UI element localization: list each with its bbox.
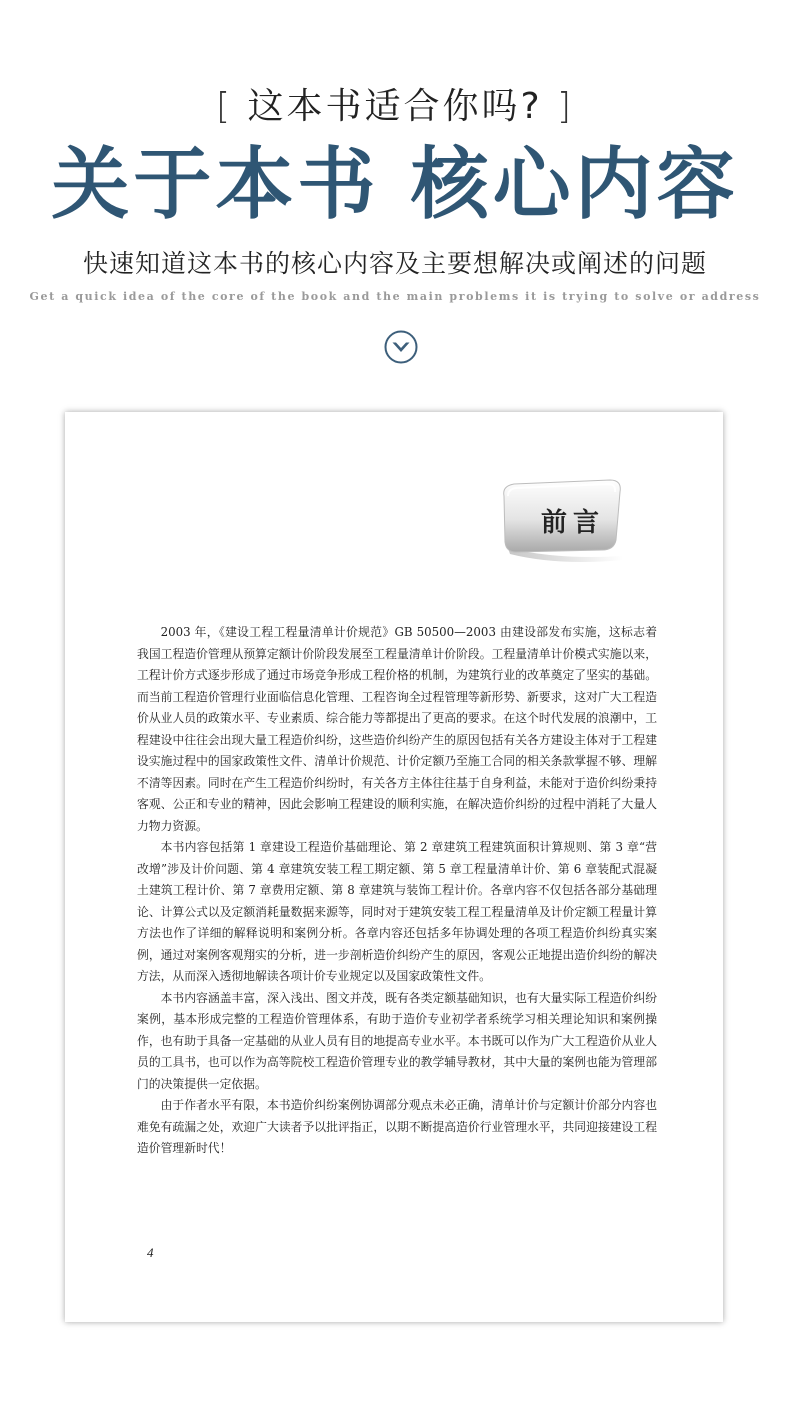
page-subtitle-english: Get a quick idea of the core of the book and the main problems it is trying to solve or address [29,290,761,303]
kicker-heading [0,78,790,129]
preface-paragraph-2: 本书内容包括第 1 章建设工程造价基础理论、第 2 章建筑工程建筑面积计算规则、第 3 章“营改增”涉及计价问题、第 4 章建筑安装工程工期定额、第 5 章工程量清单计价、第 6 章装配式混凝土建筑工程计价、第 7 章费用定额、第 8 章建筑与装饰工程计价。各章内容不仅包括各部分基础理论、计算公式以及定额消耗量数据来源等，同时对于建筑安装工程工程量清单及计价定额工程量计算方法也作了详细的解释说明和案例分析。各章内容还包括多年协调处理的各项工程造价纠纷真实案例，通过对案例客观翔实的分析，进一步剖析造价纠纷产生的原因，客观公正地提出造价纠纷的解决方法，从而深入透彻地解读各项计价专业规定以及国家政策性文件。 [137,840,657,983]
page-subtitle: 快速知道这本书的核心内容及主要想解决或阐述的问题 [82,249,707,278]
kicker-text: 这本书适合你吗? [247,86,543,127]
preface-paragraph-1: 2003 年，《建设工程工程量清单计价规范》GB 50500—2003 由建设部发布实施，这标志着我国工程造价管理从预算定额计价阶段发展至工程量清单计价阶段。工程量清单计价模式实施以来，工程计价方式逐步形成了通过市场竞争形成工程价格的机制，为建筑行业的改革奠定了坚实的基础。而当前工程造价管理行业面临信息化管理、工程咨询全过程管理等新形势、新要求，这对广大工程造价从业人员的政策水平、专业素质、综合能力等都提出了更高的要求。在这个时代发展的浪潮中，工程建设中往往会出现大量工程造价纠纷，这些造价纠纷产生的原因包括有关各方建设主体对于工程建设实施过程中的国家政策性文件、清单计价规范、计价定额乃至施工合同的相关条款掌握不够、理解不清等因素。同时在产生工程造价纠纷时，有关各方主体往往基于自身利益，未能对于造价纠纷秉持客观、公正和专业的精神，因此会影响工程建设的顺利实施，在解决造价纠纷的过程中消耗了大量人力物力资源。 [137,625,657,833]
header-section [0,0,790,400]
kicker-close-bracket: ] [557,86,575,127]
chevron-down-circle-icon [384,330,418,364]
page-title: 关于本书 核心内容 [51,139,739,230]
page-number: 4 [147,1245,154,1260]
preface-body [137,622,657,1160]
preface-paragraph-3: 本书内容涵盖丰富，深入浅出、图文并茂，既有各类定额基础知识，也有大量实际工程造价纠纷案例，基本形成完整的工程造价管理体系，有助于造价专业初学者系统学习相关理论知识和案例操作，也有助于具备一定基础的从业人员有目的地提高专业水平。本书既可以作为广大工程造价从业人员的工具书，也可以作为高等院校工程造价管理专业的教学辅导教材，其中大量的案例也能为管理部门的决策提供一定依据。 [137,990,657,1091]
preface-heading: 前言 [540,508,605,538]
book-page [65,412,723,1322]
preface-paragraph-4: 由于作者水平有限，本书造价纠纷案例协调部分观点未必正确，清单计价与定额计价部分内容也难免有疏漏之处，欢迎广大读者予以批评指正，以期不断提高造价行业管理水平，共同迎接建设工程造价管理新时代！ [137,1098,657,1155]
kicker-open-bracket: [ [215,86,233,127]
